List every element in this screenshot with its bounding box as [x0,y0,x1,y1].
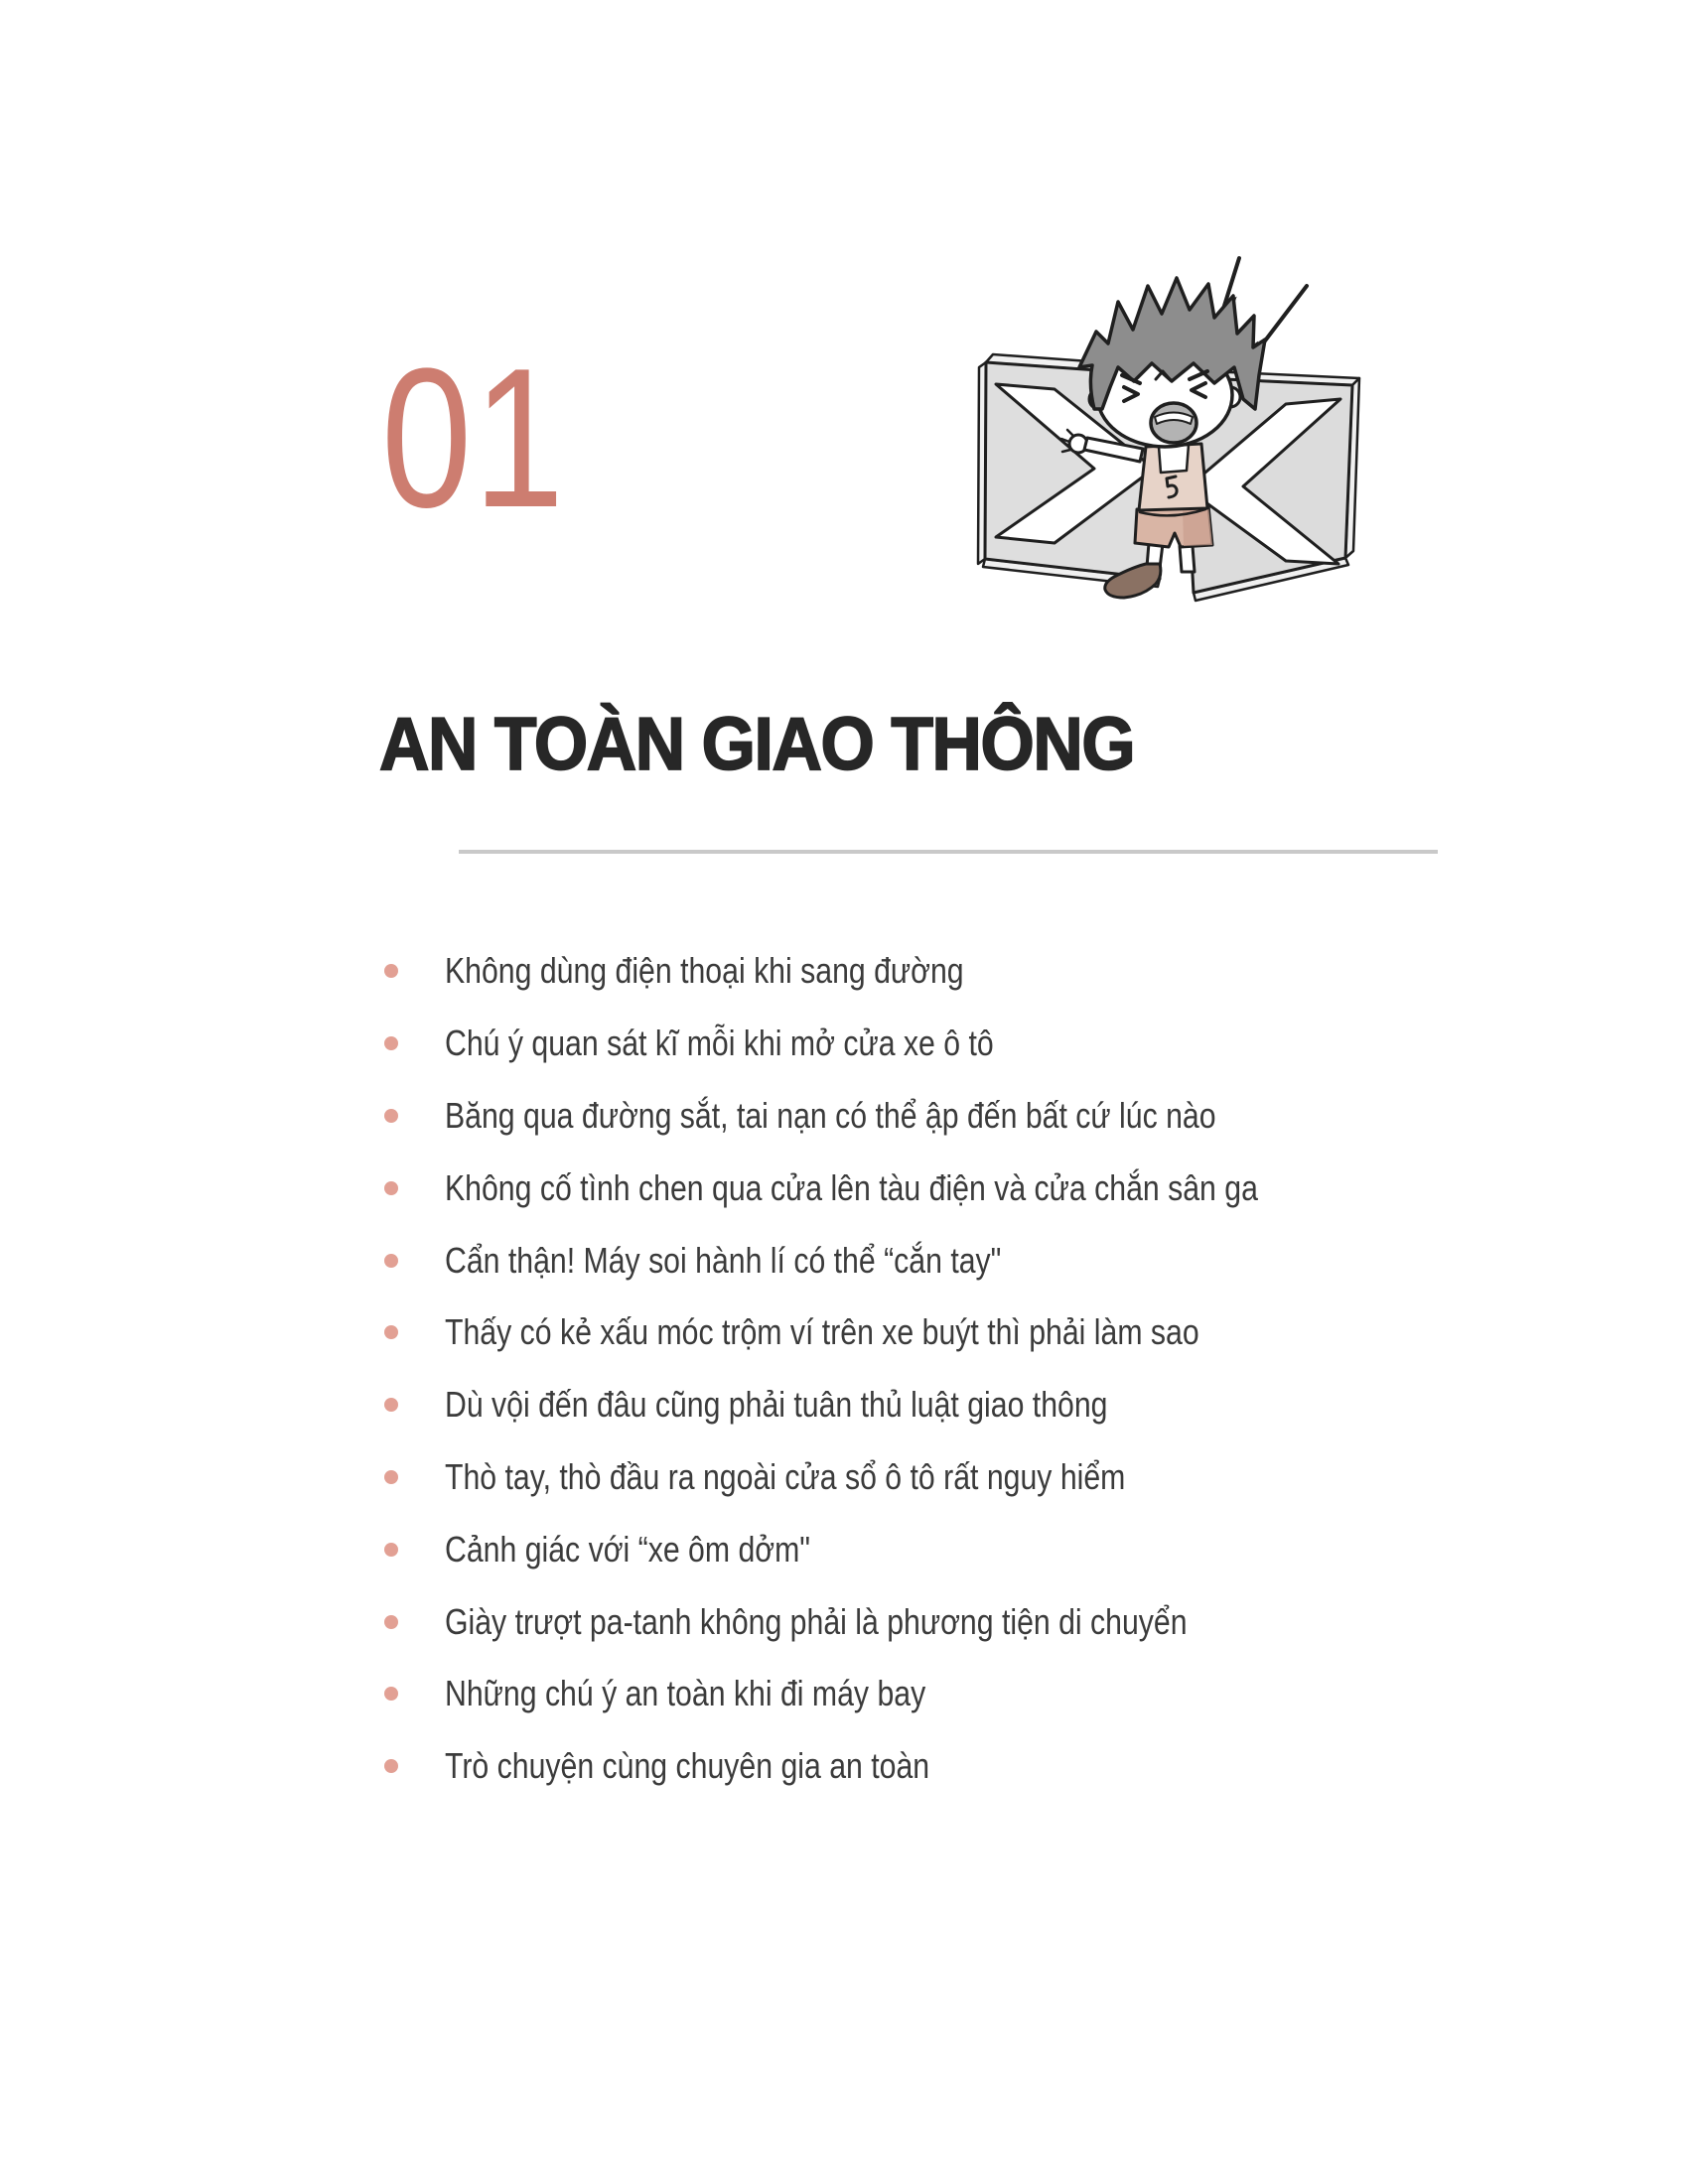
bullet-dot-icon [384,1759,398,1773]
toc-item-label: Không dùng điện thoại khi sang đường [445,950,964,992]
chapter-illustration [973,248,1370,606]
toc-item [377,1297,1470,1369]
toc-item [377,935,1470,1008]
bullet-dot-icon [384,1687,398,1701]
toc-item-label: Băng qua đường sắt, tai nạn có thể ập đến bất cứ lúc nào [445,1094,1216,1136]
toc-item-label: Cẩn thận! Máy soi hành lí có thể “cắn tay" [445,1239,1002,1281]
bullet-dot-icon [384,964,398,978]
toc-item [377,1730,1470,1803]
toc-item [377,1585,1470,1658]
toc-item-label: Những chú ý an toàn khi đi máy bay [445,1673,926,1714]
bullet-dot-icon [384,1398,398,1412]
chapter-title: AN TOÀN GIAO THÔNG [379,702,1135,785]
bullet-dot-icon [384,1036,398,1050]
bullet-dot-icon [384,1109,398,1123]
toc-item [377,1658,1470,1730]
toc-list [377,935,1470,1803]
toc-item-label: Giày trượt pa-tanh không phải là phương tiện di chuyển [445,1600,1188,1642]
toc-item [377,1008,1470,1080]
toc-item [377,1513,1470,1585]
toc-item-label: Thò tay, thò đầu ra ngoài cửa sổ ô tô rất nguy hiểm [445,1455,1126,1497]
toc-item [377,1369,1470,1441]
toc-item [377,1080,1470,1153]
toc-item-label: Chú ý quan sát kĩ mỗi khi mở cửa xe ô tô [445,1023,994,1064]
bullet-dot-icon [384,1181,398,1195]
chapter-number: 01 [381,328,566,549]
toc-item [377,1224,1470,1297]
toc-item [377,1441,1470,1514]
toc-item [377,1152,1470,1224]
bullet-dot-icon [384,1254,398,1268]
toc-item-label: Thấy có kẻ xấu móc trộm ví trên xe buýt thì phải làm sao [445,1311,1199,1353]
toc-item-label: Trò chuyện cùng chuyên gia an toàn [445,1745,930,1787]
toc-item-label: Cảnh giác với “xe ôm dởm" [445,1528,811,1570]
bullet-dot-icon [384,1470,398,1484]
bullet-dot-icon [384,1615,398,1629]
toc-item-label: Không cố tình chen qua cửa lên tàu điện và cửa chắn sân ga [445,1166,1258,1208]
bullet-dot-icon [384,1325,398,1339]
title-divider [459,850,1438,854]
bullet-dot-icon [384,1543,398,1557]
toc-item-label: Dù vội đến đâu cũng phải tuân thủ luật giao thông [445,1384,1108,1426]
